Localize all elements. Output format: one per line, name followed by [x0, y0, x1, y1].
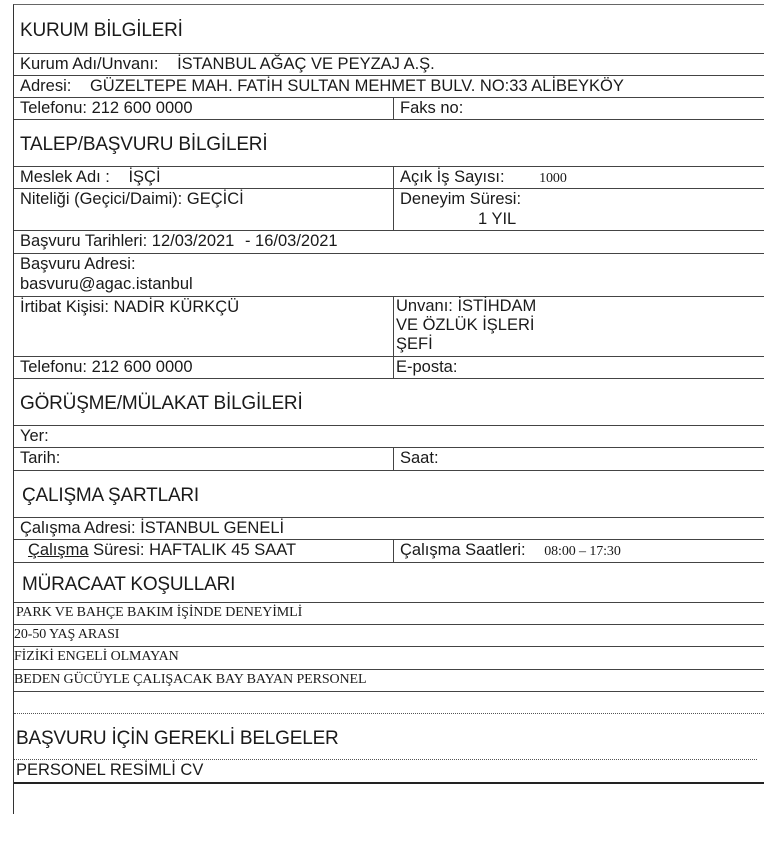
calisma-sure-label: Süresi:: [93, 541, 145, 559]
telefon-label: Telefonu:: [20, 99, 87, 117]
deneyim-label: Deneyim Süresi:: [400, 190, 522, 208]
section-header-kurum: [14, 5, 764, 54]
kurum-adi-value: İSTANBUL AĞAÇ VE PEYZAJ A.Ş.: [177, 55, 435, 73]
yer-label: Yer:: [20, 427, 49, 445]
belgeler-item: PERSONEL RESİMLİ CV: [14, 760, 764, 784]
saat-label: Saat:: [400, 449, 439, 467]
nitelik-value: GEÇİCİ: [186, 190, 244, 208]
unvan-line-3: ŞEFİ: [396, 335, 433, 353]
tarih-baslangic: 12/03/2021: [151, 232, 235, 250]
faks-label: Faks no:: [400, 99, 464, 117]
section-header-gorusme: [14, 379, 764, 426]
row-meslek: [14, 167, 764, 189]
tarih-label: Başvuru Tarihleri:: [20, 232, 148, 250]
unvan-line-1: İSTİHDAM: [457, 297, 537, 315]
deneyim-value: 1 YIL: [478, 210, 517, 228]
adres-label: Adresi:: [20, 77, 72, 95]
section-title: ÇALIŞMA ŞARTLARI: [22, 485, 200, 506]
telefon-value: 212 600 0000: [91, 358, 193, 376]
section-header-belgeler: [14, 714, 757, 760]
muracaat-item: BEDEN GÜCÜYLE ÇALIŞACAK BAY BAYAN PERSONEL: [14, 670, 764, 692]
muracaat-item: PARK VE BAHÇE BAKIM İŞİNDE DENEYİMLİ: [14, 603, 764, 625]
eposta-label: E-posta:: [396, 358, 458, 376]
belgeler-empty-row: [14, 784, 764, 814]
unvan-line-2: VE ÖZLÜK İŞLERİ: [396, 316, 535, 334]
row-calisma-adresi: [14, 518, 764, 540]
row-irtibat: [14, 297, 764, 357]
muracaat-item: 20-50 YAŞ ARASI: [14, 625, 764, 647]
calisma-adres-label: Çalışma Adresi:: [20, 519, 136, 537]
acik-is-value: 1000: [539, 171, 567, 186]
meslek-value: İŞÇİ: [128, 168, 161, 186]
irtibat-label: İrtibat Kişisi:: [20, 298, 109, 316]
row-kurum-adres: [14, 76, 764, 98]
row-kurum-telefon: [14, 98, 764, 120]
row-irtibat-telefon: [14, 357, 764, 379]
calisma-sure-value: HAFTALIK 45 SAAT: [149, 541, 297, 559]
adres-value: GÜZELTEPE MAH. FATİH SULTAN MEHMET BULV. NO:33 ALİBEYKÖY: [89, 77, 624, 95]
row-yer: [14, 426, 764, 448]
tarih-label: Tarih:: [14, 448, 394, 470]
calisma-saatleri-value: 08:00 – 17:30: [544, 544, 621, 559]
row-kurum-adi: [14, 54, 764, 76]
section-header-talep: [14, 120, 764, 167]
job-posting-form: [13, 4, 764, 814]
section-title: KURUM BİLGİLERİ: [20, 20, 183, 41]
tarih-bitis: - 16/03/2021: [244, 232, 338, 250]
muracaat-item: FİZİKİ ENGELİ OLMAYAN: [14, 647, 764, 670]
nitelik-label: Niteliği (Geçici/Daimi):: [20, 190, 183, 208]
calisma-saatleri-label: Çalışma Saatleri:: [400, 541, 526, 559]
row-basvuru-adresi: [14, 254, 764, 297]
section-title: MÜRACAAT KOŞULLARI: [22, 573, 236, 595]
telefon-label: Telefonu:: [20, 358, 87, 376]
basvuru-adres-label: Başvuru Adresi:: [20, 255, 136, 273]
basvuru-adres-value: basvuru@agac.istanbul: [20, 275, 193, 293]
acik-is-label: Açık İş Sayısı:: [400, 168, 505, 186]
section-header-muracaat: [14, 563, 764, 603]
muracaat-item: [14, 692, 764, 714]
calisma-sure-label-underlined: Çalışma: [28, 541, 89, 559]
kurum-adi-label: Kurum Adı/Unvanı:: [20, 55, 159, 73]
row-nitelik: [14, 189, 764, 231]
section-title: TALEP/BAŞVURU BİLGİLERİ: [20, 134, 268, 155]
unvan-label: Unvanı:: [396, 297, 453, 315]
calisma-adres-value: İSTANBUL GENELİ: [140, 519, 285, 537]
row-calisma-suresi: [14, 540, 764, 563]
section-title: BAŞVURU İÇİN GEREKLİ BELGELER: [16, 727, 339, 749]
irtibat-value: NADİR KÜRKÇÜ: [113, 298, 240, 316]
row-basvuru-tarihleri: [14, 231, 764, 254]
telefon-value: 212 600 0000: [91, 99, 193, 117]
meslek-label: Meslek Adı :: [20, 168, 110, 186]
row-tarih-saat: [14, 448, 764, 471]
section-header-calisma: [14, 471, 764, 518]
section-title: GÖRÜŞME/MÜLAKAT BİLGİLERİ: [20, 393, 303, 414]
